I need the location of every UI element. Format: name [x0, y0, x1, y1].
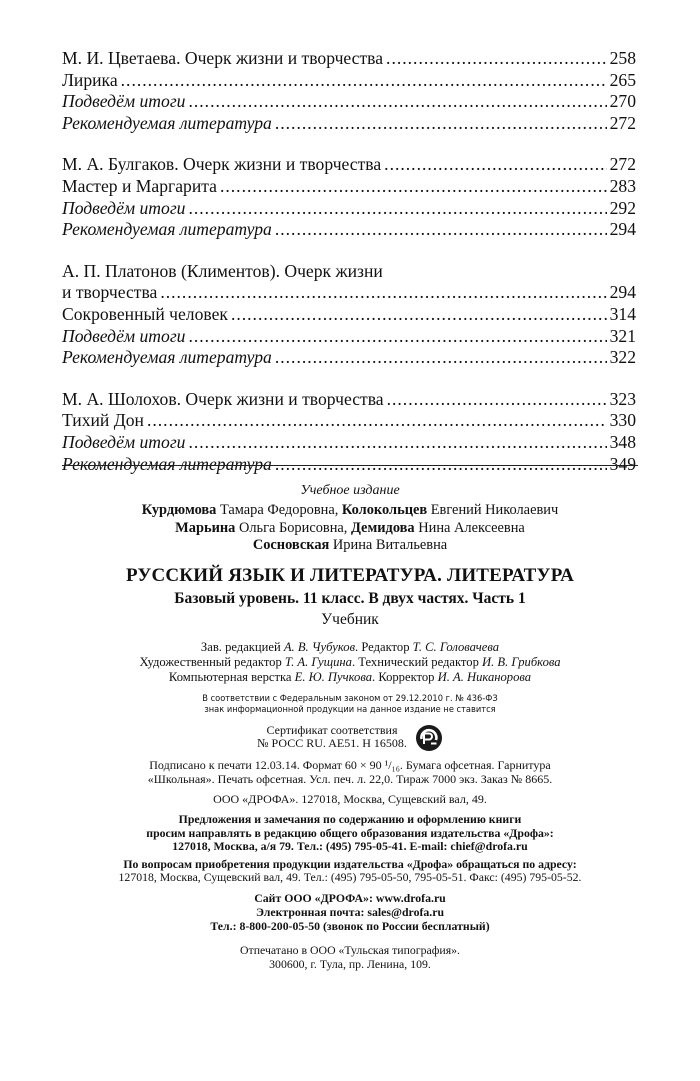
toc-entry-title: Подведём итоги: [62, 91, 186, 112]
toc-leader-dots: [188, 198, 606, 220]
rst-certification-icon: [415, 724, 443, 752]
toc-entry-page: 314: [609, 303, 636, 324]
feedback-line: Предложения и замечания по содержанию и оформлению книги: [178, 812, 522, 827]
staff-role: Художественный редактор: [139, 654, 285, 669]
toc-entry-page: 322: [609, 347, 636, 368]
author-surname: Марьина: [175, 519, 236, 536]
law-line: В соответствии с Федеральным законом от 29.12.2010 г. № 436-ФЗ: [202, 693, 498, 704]
printer-line: 300600, г. Тула, пр. Ленина, 109.: [269, 957, 431, 972]
author-name: Нина Алексеевна: [414, 519, 525, 536]
section-divider: [62, 465, 638, 466]
toc-entry: [62, 198, 636, 220]
website: Сайт ООО «ДРОФА»: www.drofa.ru: [254, 890, 446, 905]
toc-entry-page: 323: [609, 388, 636, 409]
toc-entry-title: Лирика: [62, 69, 118, 90]
print-info-line: Подписано к печати 12.03.14. Формат 60 × 90 ¹/₁₆. Бумага офсетная. Гарнитура: [149, 757, 551, 772]
toc-entry: [62, 113, 636, 135]
staff-person: И. А. Никанорова: [437, 669, 532, 684]
toc-entry: [62, 176, 636, 198]
authors-line-2: [20, 520, 680, 538]
law-line: знак информационной продукции на данное издание не ставится: [204, 704, 496, 715]
orders-line: 127018, Москва, Сущевский вал, 49. Тел.: (495) 795-05-50, 795-05-51. Факс: (495) 795-05-52.: [118, 870, 582, 885]
email: Электронная почта: sales@drofa.ru: [255, 904, 445, 919]
staff-role: Зав. редакцией: [200, 639, 284, 654]
toc-entry: [62, 410, 636, 432]
staff-role: . Технический редактор: [351, 654, 483, 669]
toc-leader-dots: [275, 113, 607, 135]
toc-entry: [62, 70, 636, 92]
toc-leader-dots: [188, 432, 606, 454]
toc-entry: [62, 154, 636, 176]
printer-line: Отпечатано в ООО «Тульская типография».: [240, 943, 460, 958]
toc-leader-dots: [147, 410, 607, 432]
toc-group-bulgakov: [62, 154, 636, 240]
toc-entry-page: 294: [609, 219, 636, 240]
toc-entry-title: Подведём итоги: [62, 197, 186, 218]
certificate-line: Сертификат соответствия: [266, 722, 398, 737]
imprint: [20, 478, 680, 971]
toc-leader-dots: [220, 176, 607, 198]
toc-entry: [62, 347, 636, 369]
toc-leader-dots: [231, 304, 607, 326]
staff-role: . Редактор: [355, 639, 413, 654]
toc-entry-page: 292: [609, 197, 636, 218]
authors-line-1: [20, 502, 680, 520]
toc-entry-title: М. А. Шолохов. Очерк жизни и творчества: [62, 388, 384, 409]
toc-leader-dots: [384, 154, 606, 176]
orders-info: [20, 858, 680, 885]
table-of-contents: [62, 48, 636, 495]
contacts: [20, 891, 680, 934]
staff-person: Е. Ю. Пучкова: [294, 669, 373, 684]
toc-leader-dots: [275, 219, 607, 241]
book-title: РУССКИЙ ЯЗЫК И ЛИТЕРАТУРА. ЛИТЕРАТУРА: [125, 564, 574, 586]
toc-entry-page: 272: [609, 154, 636, 175]
toc-leader-dots: [386, 48, 607, 70]
toc-entry: [62, 219, 636, 241]
staff-person: Т. А. Гущина: [284, 654, 352, 669]
edition-type: Учебное издание: [300, 483, 400, 498]
feedback-line: просим направлять в редакцию общего образования издательства «Дрофа»:: [146, 825, 554, 840]
toc-entry-page: 258: [609, 48, 636, 68]
toc-entry-title: Тихий Дон: [62, 410, 144, 431]
staff-line-3: [20, 670, 680, 685]
author-surname: Сосновская: [252, 537, 330, 553]
toc-entry-title: Подведём итоги: [62, 325, 186, 346]
author-surname: Курдюмова: [141, 502, 217, 518]
toc-entry-title: Рекомендуемая литература: [62, 347, 272, 368]
toc-entry-title: Сокровенный человек: [62, 303, 228, 324]
toc-entry: [62, 282, 636, 304]
toc-entry-page: 330: [609, 410, 636, 431]
publisher-address: ООО «ДРОФА». 127018, Москва, Сущевский вал, 49.: [213, 791, 487, 806]
toc-entry-page: 321: [609, 325, 636, 346]
toc-entry: [62, 432, 636, 454]
toc-entry-page: 283: [609, 175, 636, 196]
staff-person: А. В. Чубуков: [283, 639, 356, 654]
authors: [20, 502, 680, 555]
toc-entry-title: М. А. Булгаков. Очерк жизни и творчества: [62, 154, 382, 175]
toc-leader-dots: [160, 282, 606, 304]
staff-role: Компьютерная верстка: [168, 669, 295, 684]
toc-entry-title: Рекомендуемая литература: [62, 219, 272, 240]
toc-entry-title-first-line: А. П. Платонов (Климентов). Очерк жизни: [62, 260, 383, 281]
author-name: Евгений Николаевич: [427, 502, 559, 518]
book-subtitle: Базовый уровень. 11 класс. В двух частях. Часть 1: [174, 589, 526, 607]
staff-person: И. В. Грибкова: [482, 654, 561, 669]
phone: Тел.: 8-800-200-05-50 (звонок по России бесплатный): [210, 919, 490, 934]
law-notice: [46, 694, 653, 716]
toc-entry: [62, 304, 636, 326]
toc-entry: [62, 91, 636, 113]
print-info: [20, 758, 680, 786]
toc-group-sholokhov: [62, 389, 636, 475]
toc-entry: [62, 48, 636, 70]
toc-entry-title: М. И. Цветаева. Очерк жизни и творчества: [62, 48, 384, 68]
orders-line: По вопросам приобретения продукции издательства «Дрофа» обращаться по адресу:: [123, 856, 577, 871]
toc-entry-page: 349: [609, 453, 636, 474]
toc-entry: [62, 389, 636, 411]
author-name: Ирина Витальевна: [329, 537, 448, 553]
toc-entry-page: 294: [609, 282, 636, 303]
toc-group-tsvetaeva: [62, 48, 636, 134]
toc-group-platonov: [62, 261, 636, 369]
toc-entry: [62, 326, 636, 348]
author-surname: Демидова: [350, 519, 415, 536]
print-info-line: «Школьная». Печать офсетная. Усл. печ. л. 22,0. Тираж 7000 экз. Заказ № 8665.: [147, 771, 553, 786]
feedback-line: 127018, Москва, а/я 79. Тел.: (495) 795-05-41. E-mail: chief@drofa.ru: [172, 839, 528, 854]
staff-person: Т. С. Головачева: [412, 639, 500, 654]
book-type: Учебник: [321, 610, 379, 628]
toc-entry-page: 265: [609, 69, 636, 90]
toc-leader-dots: [188, 91, 606, 113]
certificate: [257, 724, 443, 750]
toc-entry-page: 272: [609, 112, 636, 133]
authors-line-3: [20, 537, 680, 555]
author-name: Тамара Федоровна,: [216, 502, 342, 518]
toc-entry-title: Мастер и Маргарита: [62, 175, 217, 196]
toc-leader-dots: [387, 389, 607, 411]
printer-info: [20, 943, 680, 971]
feedback-info: [20, 813, 680, 854]
toc-entry-title: Подведём итоги: [62, 431, 186, 452]
staff-role: . Корректор: [372, 669, 438, 684]
toc-entry-title: Рекомендуемая литература: [62, 112, 272, 133]
toc-entry-title: и творчества: [62, 282, 158, 303]
toc-entry-page: 270: [609, 91, 636, 112]
editorial-staff: [20, 640, 680, 685]
staff-line-1: [20, 640, 680, 655]
staff-line-2: [20, 655, 680, 670]
toc-entry-page: 348: [609, 431, 636, 452]
author-name: Ольга Борисовна,: [235, 519, 351, 536]
certificate-line: № РОСС RU. AE51. H 16508.: [257, 735, 407, 750]
toc-leader-dots: [275, 347, 607, 369]
toc-leader-dots: [121, 70, 607, 92]
author-surname: Колокольцев: [341, 502, 428, 518]
toc-entry-title: Рекомендуемая литература: [62, 453, 272, 474]
toc-leader-dots: [188, 326, 606, 348]
